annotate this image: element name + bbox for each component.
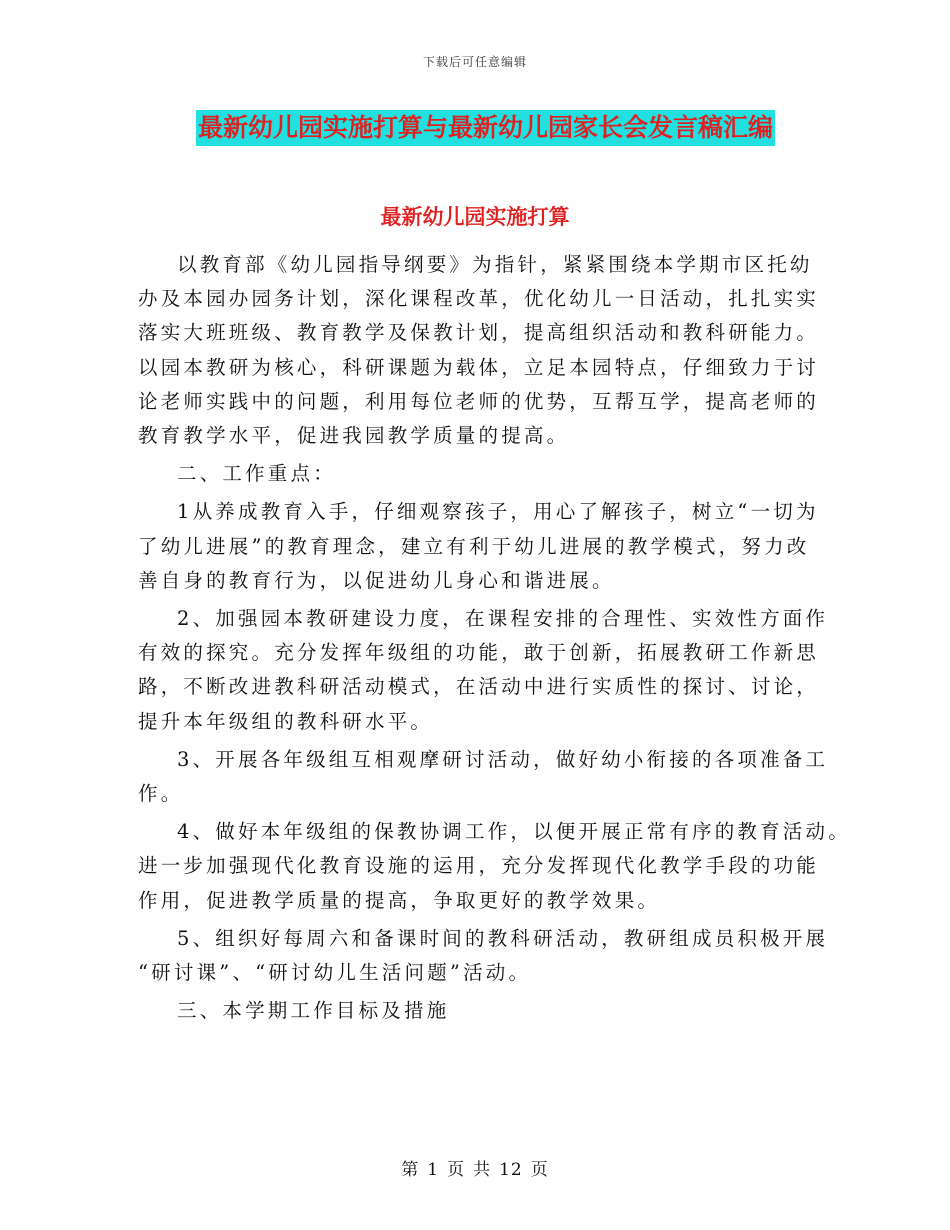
- text-line: 路，不断改进教科研活动模式，在活动中进行实质性的探讨、讨论，: [138, 675, 820, 699]
- text-line: 三、本学期工作目标及措施: [177, 999, 450, 1023]
- document-body: [138, 248, 851, 1032]
- text-line: “研讨课”、“研讨幼儿生活问题”活动。: [138, 961, 532, 985]
- text-line: 办及本园办园务计划，深化课程改革，优化幼儿一日活动，扎扎实实: [138, 287, 820, 311]
- page-footer: [0, 1155, 950, 1180]
- text-line: 善自身的教育行为，以促进幼儿身心和谐进展。: [138, 568, 615, 592]
- section-title: 最新幼儿园实施打算: [380, 205, 570, 229]
- text-line: 4、做好本年级组的保教协调工作，以便开展正常有序的教育活动。: [177, 820, 851, 844]
- text-line: 落实大班班级、教育教学及保教计划，提高组织活动和教科研能力。: [138, 321, 820, 345]
- text-line: 以园本教研为核心，科研课题为载体，立足本园特点，仔细致力于讨: [138, 355, 820, 379]
- paragraph-item-1: [138, 495, 838, 598]
- text-line: 二、工作重点：: [177, 462, 336, 486]
- text-line: 进一步加强现代化教育设施的运用，充分发挥现代化教学手段的功能: [138, 854, 820, 878]
- page-header-note: 下载后可任意编辑: [422, 55, 527, 69]
- paragraph-item-5: [138, 922, 838, 990]
- text-line: 论老师实践中的问题，利用每位老师的优势，互帮互学，提高老师的: [138, 389, 820, 413]
- text-line: 2、加强园本教研建设力度，在课程安排的合理性、实效性方面作: [177, 607, 829, 631]
- paragraph-item-4: [138, 815, 851, 918]
- paragraph-item-3: [138, 743, 838, 811]
- heading-work-focus: [138, 457, 838, 491]
- text-line: 1从养成教育入手，仔细观察孩子，用心了解孩子，树立“一切为: [177, 500, 819, 524]
- text-line: 教育教学水平，促进我园教学质量的提高。: [138, 424, 570, 448]
- footer-suffix: 页: [530, 1160, 549, 1180]
- paragraph-item-2: [138, 602, 838, 739]
- footer-prefix: 第: [401, 1160, 420, 1180]
- paragraph-intro: [138, 248, 838, 453]
- text-line: 提升本年级组的教科研水平。: [138, 709, 434, 733]
- footer-page-number: 1: [427, 1160, 440, 1180]
- text-line: 5、组织好每周六和备课时间的教科研活动，教研组成员积极开展: [177, 926, 829, 950]
- text-line: 有效的探究。充分发挥年级组的功能，敢于创新，拓展教研工作新思: [138, 641, 820, 665]
- footer-page-label: 页: [447, 1160, 466, 1180]
- text-line: 以教育部《幼儿园指导纲要》为指针，紧紧围绕本学期市区托幼: [177, 253, 813, 276]
- text-line: 作用，促进教学质量的提高，争取更好的教学效果。: [138, 888, 661, 912]
- text-line: 了幼儿进展”的教育理念，建立有利于幼儿进展的教学模式，努力改: [138, 534, 810, 558]
- text-line: 作。: [138, 782, 184, 806]
- document-title-container: [196, 110, 775, 146]
- footer-total-label: 共: [473, 1160, 492, 1180]
- text-line: 3、开展各年级组互相观摩研讨活动，做好幼小衔接的各项准备工: [177, 747, 829, 771]
- document-title: 最新幼儿园实施打算与最新幼儿园家长会发言稿汇编: [196, 110, 775, 146]
- heading-semester-goals: [138, 994, 838, 1028]
- footer-total-pages: 12: [499, 1160, 523, 1180]
